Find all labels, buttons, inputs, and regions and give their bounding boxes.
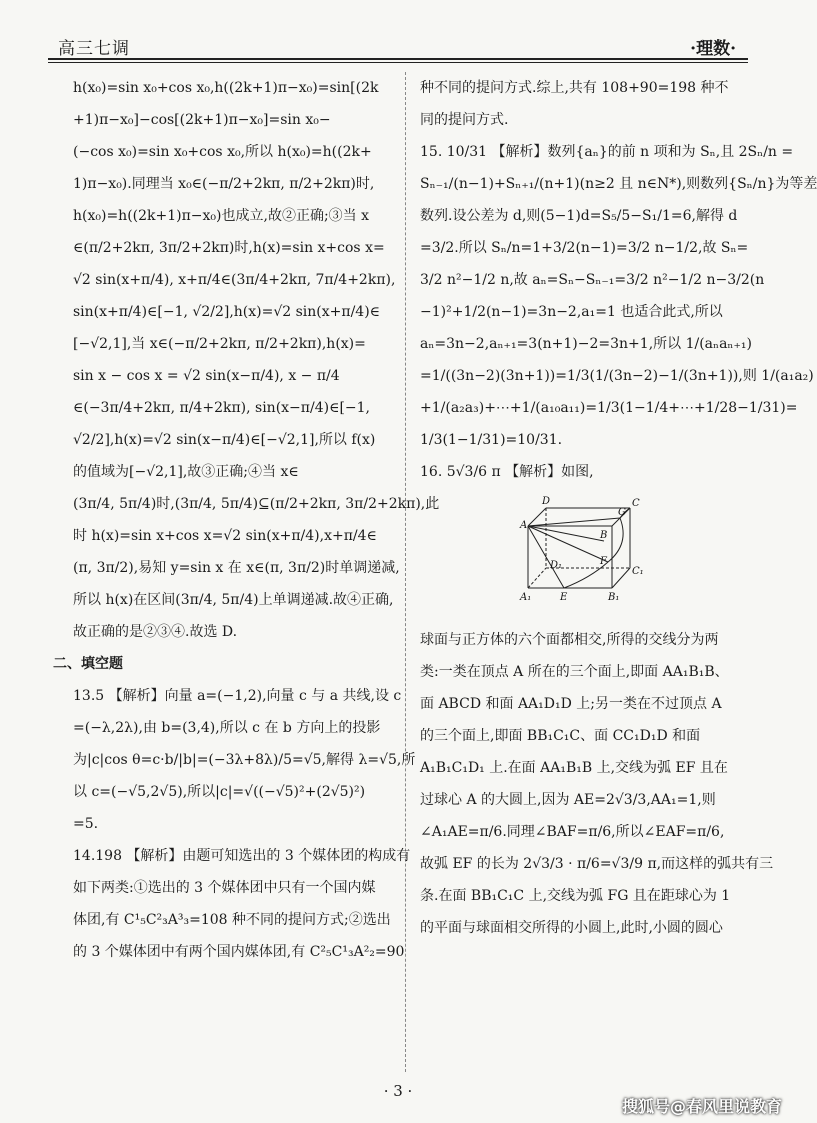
text-line: 1/3(1−1/31)=10/31. <box>420 432 563 448</box>
text-line: 的平面与球面相交所得的小圆上,此时,小圆的圆心 <box>420 920 723 936</box>
cube-sphere-figure <box>520 496 650 606</box>
header-rule-thin <box>48 62 748 63</box>
header-rule <box>48 58 748 60</box>
text-line: 以 c=(−√5,2√5),所以|c|=√((−√5)²+(2√5)²) <box>73 784 366 800</box>
solutions-13-14-text <box>73 680 416 968</box>
right-column <box>420 72 817 944</box>
label-D: D <box>542 496 551 507</box>
text-line: 过球心 A 的大圆上,因为 AE=2√3/3,AA₁=1,则 <box>420 792 716 808</box>
text-line: 同的提问方式. <box>420 112 509 128</box>
text-line: =(−λ,2λ),由 b=(3,4),所以 c 在 b 方向上的投影 <box>73 720 381 736</box>
text-line: h(x₀)=sin x₀+cos x₀,h((2k+1)π−x₀)=sin[(2k <box>73 80 379 96</box>
text-line: A₁B₁C₁D₁ 上.在面 AA₁B₁B 上,交线为弧 EF 且在 <box>420 760 728 776</box>
text-line: √2/2],h(x)=√2 sin(x−π/4)∈[−√2,1],所以 f(x) <box>73 432 376 448</box>
page-number: · 3 · <box>383 1082 413 1100</box>
text-line: 的 3 个媒体团中有两个国内媒体团,有 C²₅C¹₃A²₂=90 <box>73 944 405 960</box>
text-line: 所以 h(x)在区间(3π/4, 5π/4)上单调递减.故④正确, <box>73 592 394 608</box>
text-line: 的值域为[−√2,1],故③正确;④当 x∈ <box>73 464 299 480</box>
column-divider <box>405 72 406 1072</box>
label-G: G <box>618 507 626 518</box>
text-line: 体团,有 C¹₅C²₃A³₃=108 种不同的提问方式;②选出 <box>73 912 391 928</box>
text-line: 种不同的提问方式.综上,共有 108+90=198 种不 <box>420 80 729 96</box>
text-line: ∈(π/2+2kπ, 3π/2+2kπ)时,h(x)=sin x+cos x= <box>73 240 385 256</box>
text-line: (−cos x₀)=sin x₀+cos x₀,所以 h(x₀)=h((2k+ <box>73 144 372 160</box>
text-line: h(x₀)=h((2k+1)π−x₀)也成立,故②正确;③当 x <box>73 208 370 224</box>
label-F: F <box>600 556 607 567</box>
header-subject: ·理数· <box>690 39 736 59</box>
text-line: 故弧 EF 的长为 2√3/3 · π/6=√3/9 π,而这样的弧共有三 <box>420 856 774 872</box>
label-C1: C₁ <box>632 566 644 577</box>
header-title: 高三七调 <box>58 39 130 59</box>
text-line: [−√2,1],当 x∈(−π/2+2kπ, π/2+2kπ),h(x)= <box>73 336 366 352</box>
text-line: sin x − cos x = √2 sin(x−π/4), x − π/4 <box>73 368 340 384</box>
watermark: 搜狐号@春风里说教育 <box>621 1097 782 1116</box>
label-C: C <box>632 498 640 509</box>
text-line: 16. 5√3/6 π 【解析】如图, <box>420 464 594 480</box>
page-header <box>48 30 748 64</box>
text-line: 为|c|cos θ=c·b/|b|=(−3λ+8λ)/5=√5,解得 λ=√5,所 <box>73 752 416 768</box>
text-line: sin(x+π/4)∈[−1, √2/2],h(x)=√2 sin(x+π/4)∈ <box>73 304 381 320</box>
text-line: +1/(a₂a₃)+⋯+1/(a₁₀a₁₁)=1/3(1−1/4+⋯+1/28−1/31)= <box>420 400 798 416</box>
text-line: 故正确的是②③④.故选 D. <box>73 624 238 640</box>
label-B1: B₁ <box>608 592 620 603</box>
text-line: 时 h(x)=sin x+cos x=√2 sin(x+π/4),x+π/4∈ <box>73 528 377 544</box>
text-line: 15. 10/31 【解析】数列{aₙ}的前 n 项和为 Sₙ,且 2Sₙ/n = <box>420 144 794 160</box>
solution-12-text <box>73 72 440 648</box>
solution-16-text <box>420 624 774 944</box>
text-line: 1)π−x₀).同理当 x₀∈(−π/2+2kπ, π/2+2kπ)时, <box>73 176 375 192</box>
text-line: (3π/4, 5π/4)时,(3π/4, 5π/4)⊆(π/2+2kπ, 3π/2+2kπ),此 <box>73 496 440 512</box>
text-line: =5. <box>73 816 99 832</box>
text-line: =3/2.所以 Sₙ/n=1+3/2(n−1)=3/2 n−1/2,故 Sₙ= <box>420 240 749 256</box>
label-E: E <box>560 592 568 603</box>
label-D1: D₁ <box>550 560 563 571</box>
label-B: B <box>600 530 608 541</box>
section-title: 二、填空题 <box>53 656 123 672</box>
text-line: 13.5 【解析】向量 a=(−1,2),向量 c 与 a 共线,设 c <box>73 688 402 704</box>
text-line: +1)π−x₀]−cos[(2k+1)π−x₀]=sin x₀− <box>73 112 331 128</box>
text-line: 的三个面上,即面 BB₁C₁C、面 CC₁D₁D 和面 <box>420 728 701 744</box>
text-line: 条.在面 BB₁C₁C 上,交线为弧 FG 且在距球心为 1 <box>420 888 731 904</box>
text-line: Sₙ₋₁/(n−1)+Sₙ₊₁/(n+1)(n≥2 且 n∈N*),则数列{Sₙ/n}为等差 <box>420 176 817 192</box>
text-line: 面 ABCD 和面 AA₁D₁D 上;另一类在不过顶点 A <box>420 696 722 712</box>
text-line: 数列.设公差为 d,则(5−1)d=S₅/5−S₁/1=6,解得 d <box>420 208 738 224</box>
text-line: aₙ=3n−2,aₙ₊₁=3(n+1)−2=3n+1,所以 1/(aₙaₙ₊₁) <box>420 336 752 352</box>
text-line: ∈(−3π/4+2kπ, π/4+2kπ), sin(x−π/4)∈[−1, <box>73 400 370 416</box>
text-line: 14.198 【解析】由题可知选出的 3 个媒体团的构成有 <box>73 848 411 864</box>
text-line: 类:一类在顶点 A 所在的三个面上,即面 AA₁B₁B、 <box>420 664 729 680</box>
text-line: √2 sin(x+π/4), x+π/4∈(3π/4+2kπ, 7π/4+2kπ), <box>73 272 396 288</box>
text-line: −1)²+1/2(n−1)=3n−2,a₁=1 也适合此式,所以 <box>420 304 723 320</box>
label-A: A <box>520 520 528 531</box>
label-A1: A₁ <box>520 592 532 603</box>
left-column <box>53 72 440 968</box>
text-line: 球面与正方体的六个面都相交,所得的交线分为两 <box>420 632 719 648</box>
text-line: =1/((3n−2)(3n+1))=1/3(1/(3n−2)−1/(3n+1)),则 1/(a₁a₂) <box>420 368 814 384</box>
text-line: (π, 3π/2),易知 y=sin x 在 x∈(π, 3π/2)时单调递减, <box>73 560 400 576</box>
text-line: 3/2 n²−1/2 n,故 aₙ=Sₙ−Sₙ₋₁=3/2 n²−1/2 n−3/2(n <box>420 272 765 288</box>
solutions-15-16-text <box>420 72 817 488</box>
text-line: 如下两类:①选出的 3 个媒体团中只有一个国内媒 <box>73 880 376 896</box>
text-line: ∠A₁AE=π/6.同理∠BAF=π/6,所以∠EAF=π/6, <box>420 824 725 840</box>
